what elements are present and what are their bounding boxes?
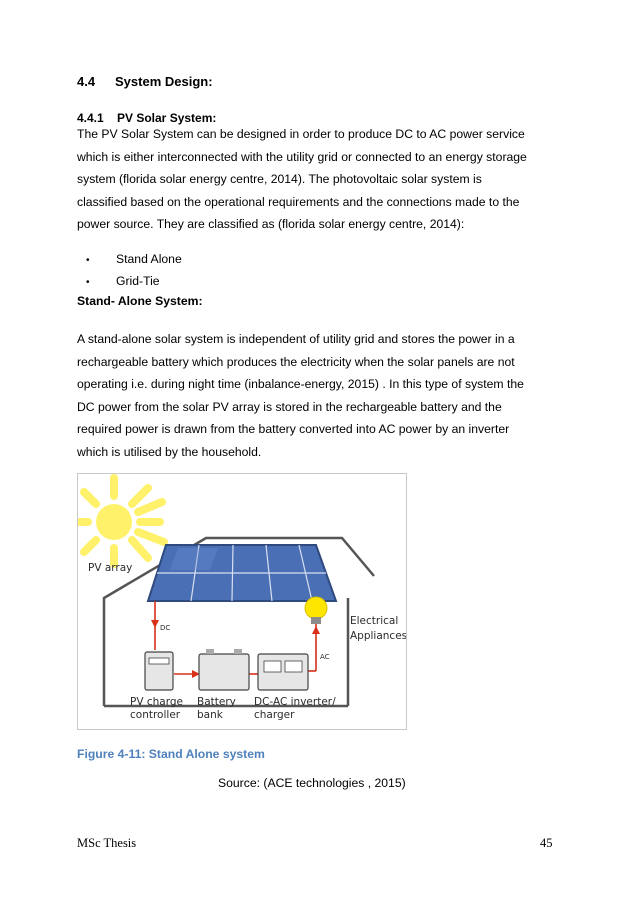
dc-label: DC [160,624,171,632]
pv-array-label: PV array [88,562,133,574]
paragraph-line: operating i.e. during night time (inbalance-energy, 2015) . In this type of system the [77,377,524,392]
battery-label: Battery [197,696,236,708]
section-number: 4.4 [77,74,96,89]
section-heading [77,74,213,89]
paragraph-standalone [77,328,557,464]
figure-caption: Figure 4-11: Stand Alone system [77,747,265,761]
list-item: • Stand Alone [86,249,182,271]
battery-bank-icon [199,649,249,690]
paragraph-line: system (florida solar energy centre, 2014). The photovoltaic solar system is [77,172,482,187]
footer-title: MSc Thesis [77,836,137,850]
paragraph-line: A stand-alone solar system is independent of utility grid and stores the power in a [77,332,515,346]
bullet-icon: • [86,277,90,288]
charger-label: charger [254,709,295,721]
bank-label: bank [197,709,223,721]
paragraph-line: power source. They are classified as (florida solar energy centre, 2014): [77,217,465,232]
section-title: System Design: [115,74,213,89]
figure-source: Source: (ACE technologies , 2015) [218,776,406,790]
light-bulb-icon [305,597,327,624]
paragraph-line: classified based on the operational requirements and the connections made to the [77,194,520,209]
pv-charge-label: PV charge [130,696,183,708]
paragraph-line: which is either interconnected with the utility grid or connected to an energy storage [77,149,527,164]
paragraph-line: required power is drawn from the battery converted into AC power by an inverter [77,422,510,437]
paragraph-line: which is utilised by the household. [77,444,262,459]
standalone-system-diagram [77,473,407,730]
list-item: • Grid-Tie [86,271,182,293]
electrical-label: Electrical [350,615,399,627]
controller-label: controller [130,709,181,721]
inverter-label: DC-AC inverter/ [254,696,336,708]
subsection-number: 4.4.1 [77,111,104,125]
sun-icon [80,478,164,564]
system-type-list [86,249,182,293]
page-number: 45 [540,836,553,850]
paragraph-pv-system [77,123,557,236]
standalone-heading: Stand- Alone System: [77,294,203,308]
appliances-label: Appliances [350,630,406,642]
charge-controller-icon [145,652,173,690]
inverter-icon [258,654,308,690]
paragraph-line: DC power from the solar PV array is stored in the rechargeable battery and the [77,399,502,414]
paragraph-line: The PV Solar System can be designed in order to produce DC to AC power service [77,127,525,141]
solar-panel-icon [148,545,336,601]
ac-label: AC [320,653,330,661]
bullet-icon: • [86,255,90,266]
subsection-title: PV Solar System: [117,111,217,125]
paragraph-line: rechargeable battery which produces the electricity when the solar panels are not [77,354,515,369]
